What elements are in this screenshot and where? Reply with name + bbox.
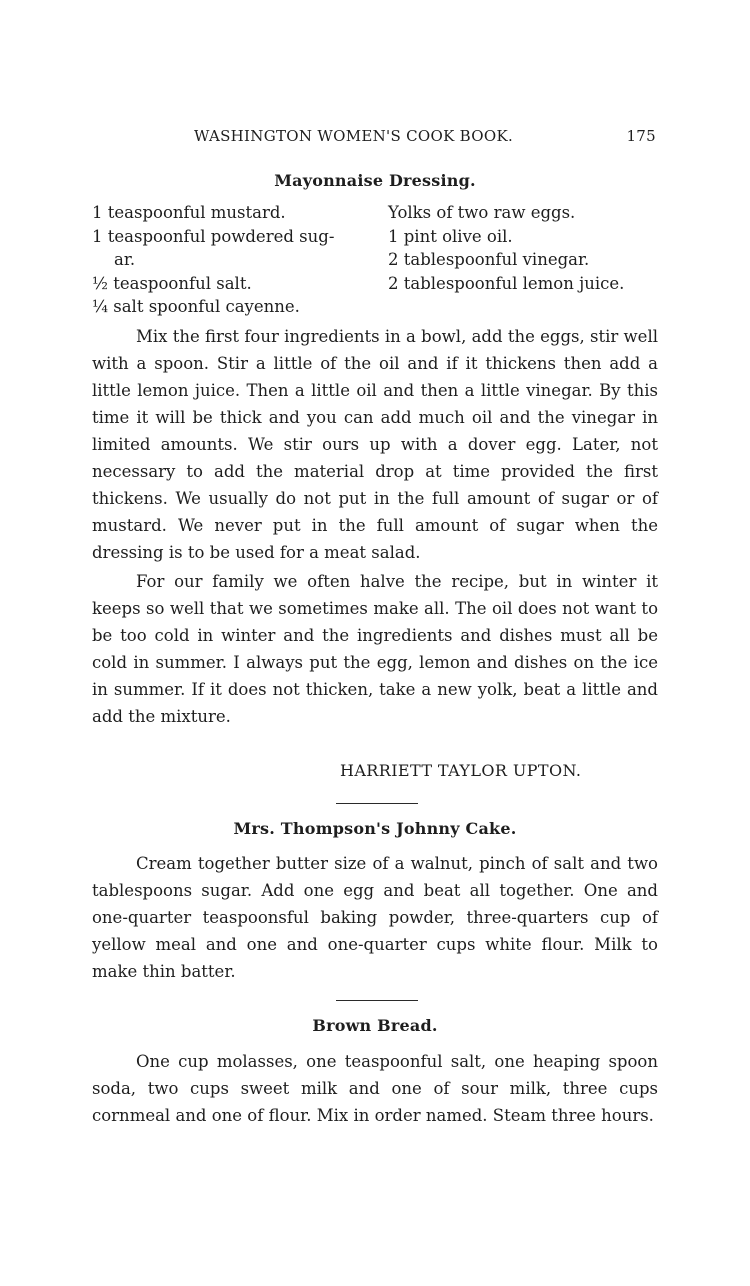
- johnny-cake-heading: Mrs. Thompson's Johnny Cake.: [233, 819, 517, 838]
- ingredient-item: 1 teaspoonful powdered sug-: [92, 226, 335, 246]
- johnny-cake-paragraph: Cream together butter size of a walnut, pinch of salt and two tablespoons sugar. Add one egg and beat all together. One and one-quarter teaspoonsful baking powder, three-quarters cup of yellow meal and one and one-quarter cups white flour. Milk to make thin batter.: [92, 854, 658, 981]
- ingredient-item: Yolks of two raw eggs.: [388, 203, 576, 222]
- mayonnaise-heading: Mayonnaise Dressing.: [274, 171, 476, 190]
- running-head-title: WASHINGTON WOMEN'S COOK BOOK.: [194, 127, 514, 145]
- ingredient-item: 1 teaspoonful mustard.: [92, 203, 286, 222]
- brown-bread-paragraph: One cup molasses, one teaspoonful salt, one heaping spoon soda, two cups sweet milk and one of sour milk, three cups cornmeal and one of flour. Mix in order named. Steam three hours.: [92, 1052, 658, 1125]
- signature: HARRIETT TAYLOR UPTON.: [340, 761, 582, 780]
- section-divider: [336, 1000, 418, 1001]
- mayonnaise-paragraph-2: For our family we often halve the recipe, but in winter it keeps so well that we sometimes make all. The oil does not want to be too cold in winter and the ingredients and dishes must all be cold in summer. I always put the egg, lemon and dishes on the ice in summer. If it does not thicken, take a new yolk, beat a little and add the mixture.: [92, 572, 658, 726]
- ingredient-item: 2 tablespoonful lemon juice.: [388, 273, 625, 293]
- ingredient-item: 2 tablespoonful vinegar.: [388, 250, 590, 269]
- brown-bread-instructions: [92, 1048, 658, 1129]
- ingredient-item-continuation: ar.: [114, 250, 136, 269]
- ingredient-item: ¼ salt spoonful cayenne.: [92, 297, 300, 316]
- running-head: [194, 127, 656, 145]
- ingredients-right-column: [388, 201, 624, 295]
- ingredient-item: ½ teaspoonful salt.: [92, 273, 252, 293]
- brown-bread-heading: Brown Bread.: [312, 1016, 438, 1035]
- ingredient-item: 1 pint olive oil.: [388, 226, 513, 246]
- ingredients-left-column: [92, 201, 334, 319]
- section-divider: [336, 803, 418, 804]
- johnny-cake-instructions: [92, 850, 658, 985]
- mayonnaise-paragraph-1: Mix the first four ingredients in a bowl, add the eggs, stir well with a spoon. Stir a little of the oil and if it thickens then add a little lemon juice. Then a little oil and then a little vinegar. By this time it will be thick and you can add much oil and the vinegar in limited amounts. We stir ours up with a dover egg. Later, not necessary to add the material drop at time provided the first thickens. We usually do not put in the full amount of sugar or of mustard. We never put in the full amount of sugar when the dressing is to be used for a meat salad.: [92, 327, 658, 562]
- mayonnaise-instructions: [92, 323, 658, 730]
- page-number: 175: [626, 127, 656, 145]
